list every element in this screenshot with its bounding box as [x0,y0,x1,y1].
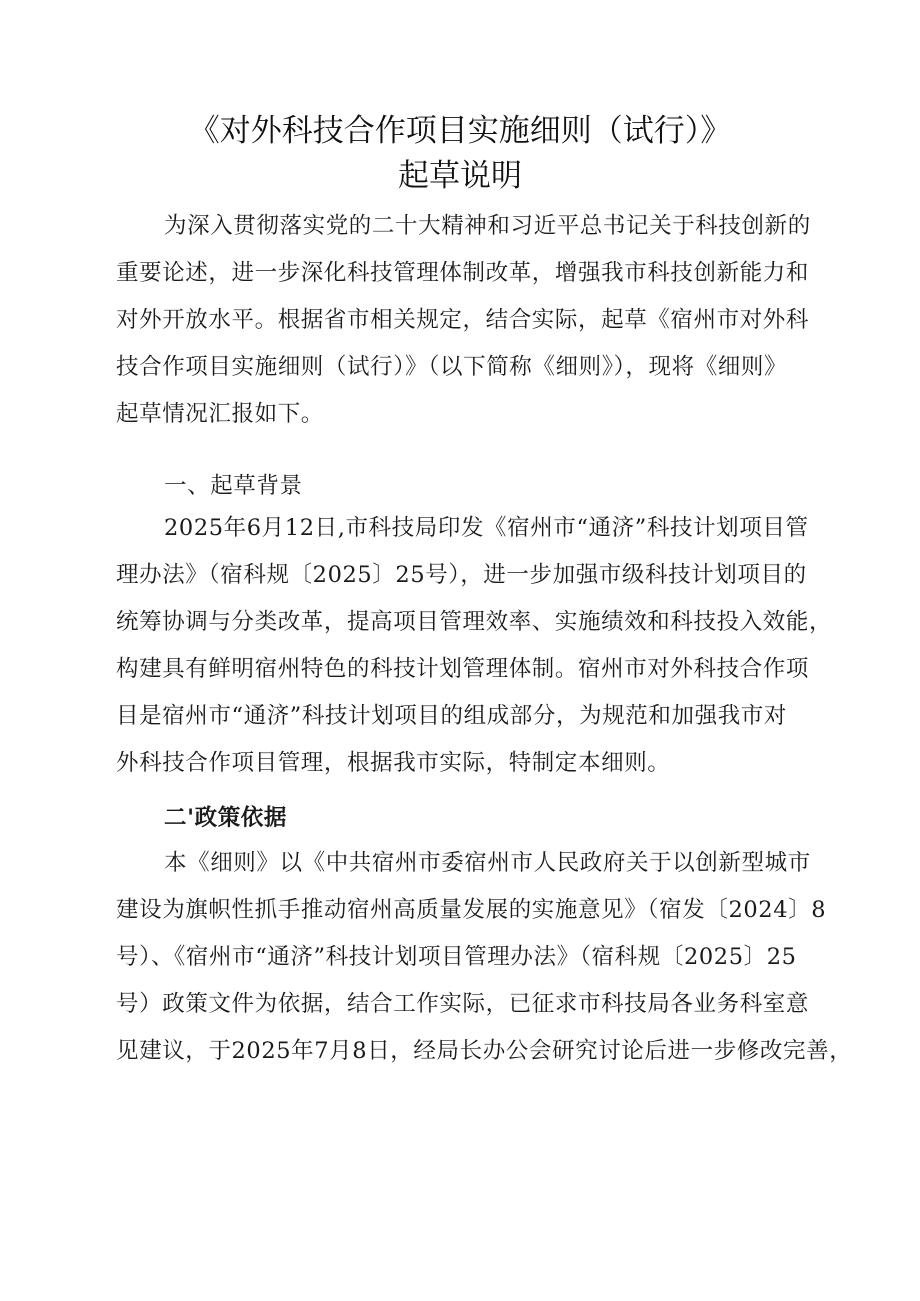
paragraph-line: 构建具有鲜明宿州特色的科技计划管理体制。宿州市对外科技合作项 [116,656,810,682]
paragraph-line: 建设为旗帜性抓手推动宿州高质量发展的实施意见》（宿发〔2024〕8 [116,897,827,923]
paragraph-line: 对外开放水平。根据省市相关规定，结合实际，起草《宿州市对外科 [116,307,810,333]
paragraph-line: 为深入贯彻落实党的二十大精神和习近平总书记关于科技创新的 [164,213,811,239]
section-heading-background: 一、起草背景 [164,473,303,499]
paragraph-line: 号）、《宿州市“通济”科技计划项目管理办法》（宿科规〔2025〕25 [116,944,797,970]
paragraph-line: 统筹协调与分类改革，提高项目管理效率、实施绩效和科技投入效能， [116,609,833,635]
paragraph-line: 重要论述，进一步深化科技管理体制改革，增强我市科技创新能力和 [116,260,810,286]
policy-paragraph [116,840,853,1075]
paragraph-line: 起草情况汇报如下。 [116,401,324,427]
section-heading-policy: 二'政策依据 [164,805,287,831]
paragraph-line: 2025年6月12日,市科技局印发《宿州市“通济”科技计划项目管 [164,515,809,541]
paragraph-line: 目是宿州市“通济”科技计划项目的组成部分，为规范和加强我市对 [116,703,788,729]
paragraph-line: 见建议，于2025年7月8日，经局长办公会研究讨论后进一步修改完善， [116,1038,853,1064]
paragraph-line: 技合作项目实施细则（试行）》（以下简称《细则》），现将《细则》 [116,354,788,380]
intro-paragraph [116,203,826,438]
paragraph-line: 本《细则》以《中共宿州市委宿州市人民政府关于以创新型城市 [164,850,811,876]
document-subtitle: 起草说明 [398,158,522,194]
paragraph-line: 理办法》（宿科规〔2025〕25号），进一步加强市级科技计划项目的 [116,562,807,588]
background-paragraph [116,505,833,787]
paragraph-line: 号）政策文件为依据，结合工作实际，已征求市科技局各业务科室意 [116,991,810,1017]
document-title: 《对外科技合作项目实施细则（试行）》 [188,113,732,149]
paragraph-line: 外科技合作项目管理，根据我市实际，特制定本细则。 [116,750,671,776]
